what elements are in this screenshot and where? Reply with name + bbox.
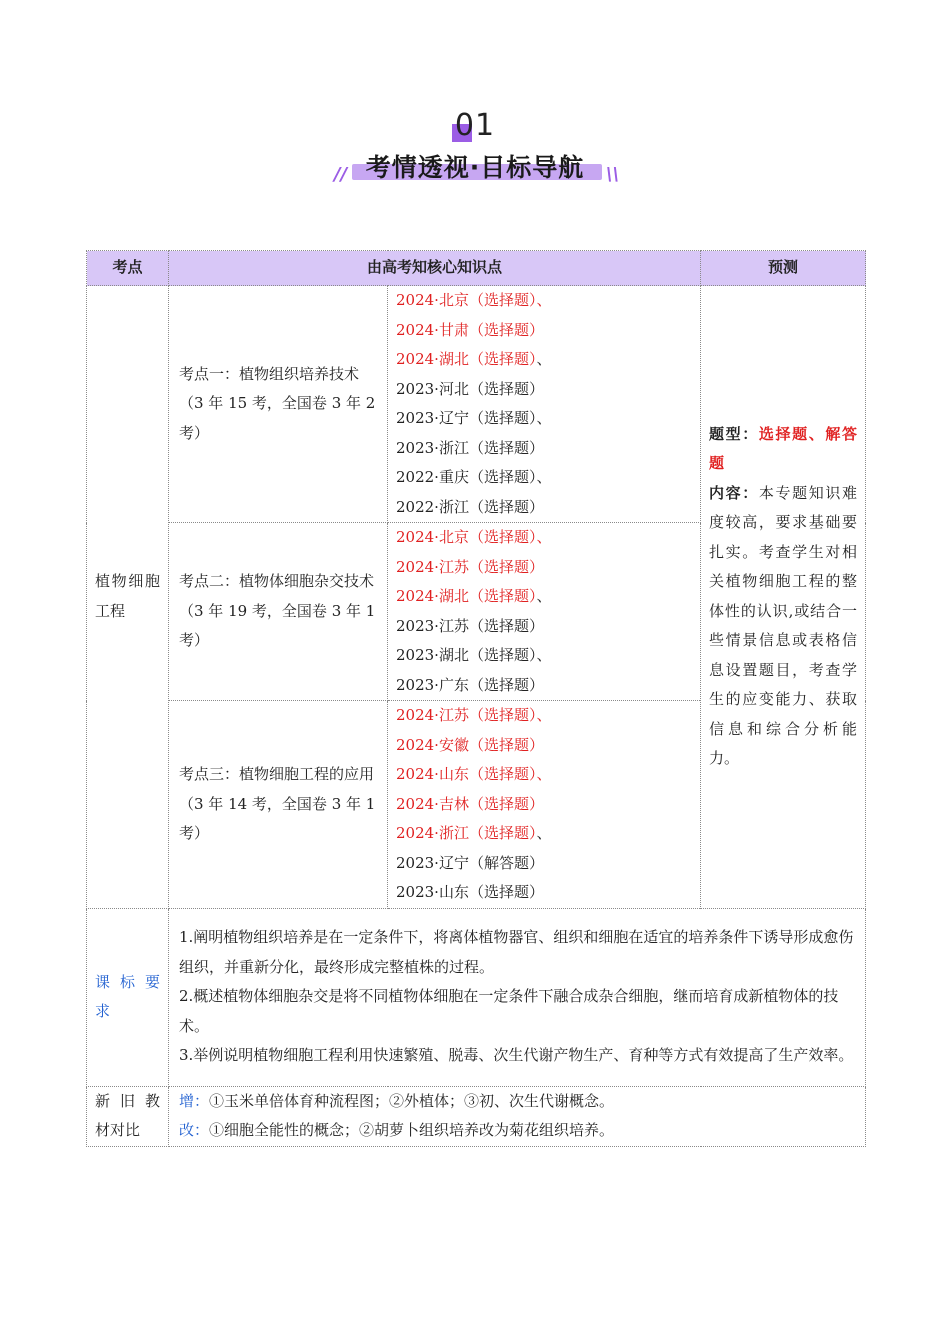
standard-item: 1.阐明植物组织培养是在一定条件下，将离体植物器官、组织和细胞在适宜的培养条件下诱导形成愈伤组织，并重新分化，最终形成完整植株的过程。: [179, 928, 854, 976]
header-kaodian: 考点: [87, 251, 169, 286]
point-cell: [169, 523, 388, 701]
source-item: 2024·湖北（选择题）: [396, 587, 537, 605]
source-separator: 、: [536, 528, 552, 546]
source-separator: 、: [536, 409, 552, 427]
standard-item: 2.概述植物体细胞杂交是将不同植物体细胞在一定条件下融合成杂合细胞，继而培育成新植物体的技术。: [179, 987, 839, 1035]
source-item: 2022·浙江（选择题）: [396, 497, 544, 516]
source-separator: 、: [536, 587, 552, 605]
source-item: 2022·重庆（选择题）: [396, 468, 537, 486]
standard-content: [169, 908, 866, 1086]
point-name: 考点二：植物体细胞杂交技术: [179, 572, 375, 591]
source-separator: 、: [536, 706, 552, 724]
source-item: 2023·湖北（选择题）: [396, 646, 537, 664]
prediction-type-value: 选择题、解答题: [709, 424, 857, 473]
point-cell: [169, 286, 388, 523]
comparison-row: [87, 1086, 866, 1146]
header-prediction: 预测: [701, 251, 866, 286]
category-cell: 植物细胞工程: [87, 286, 169, 909]
standard-item: 3.举例说明植物细胞工程利用快速繁殖、脱毒、次生代谢产物生产、育种等方式有效提高了生产效率。: [179, 1046, 854, 1065]
source-item: 2024·浙江（选择题）: [396, 824, 537, 842]
source-separator: 、: [536, 468, 552, 486]
sources-cell: [388, 701, 701, 909]
source-item: 2023·河北（选择题）: [396, 379, 544, 398]
point-cell: [169, 701, 388, 909]
source-item: 2024·江苏（选择题）: [396, 706, 537, 724]
comparison-change-label: 改：: [179, 1121, 210, 1139]
exam-analysis-table: [86, 250, 866, 1147]
table-row: [87, 286, 866, 523]
source-item: 2023·浙江（选择题）: [396, 438, 544, 457]
source-item: 2023·辽宁（选择题）: [396, 409, 537, 427]
header-knowledge: 由高考知核心知识点: [169, 251, 701, 286]
comparison-label: 新 旧 教材对比: [87, 1086, 169, 1146]
source-item: 2023·辽宁（解答题）: [396, 853, 544, 872]
source-item: 2024·安徽（选择题）: [396, 735, 544, 754]
source-item: 2024·湖北（选择题）: [396, 350, 537, 368]
source-separator: 、: [536, 824, 552, 842]
comparison-add-text: ①玉米单倍体育种流程图；②外植体；③初、次生代谢概念。: [209, 1091, 615, 1110]
point-stats: （3 年 14 考，全国卷 3 年 1 考）: [179, 794, 376, 842]
section-header: [0, 108, 950, 198]
source-item: 2023·江苏（选择题）: [396, 616, 544, 635]
source-separator: 、: [536, 765, 552, 783]
right-slash-decoration: \\: [606, 164, 620, 185]
source-item: 2024·吉林（选择题）: [396, 794, 544, 813]
source-item: 2024·北京（选择题）: [396, 528, 537, 546]
point-name: 考点三：植物细胞工程的应用: [179, 765, 375, 783]
source-item: 2023·山东（选择题）: [396, 883, 544, 901]
source-separator: 、: [536, 291, 552, 309]
source-item: 2024·北京（选择题）: [396, 291, 537, 309]
source-item: 2024·山东（选择题）: [396, 765, 537, 783]
section-number: 01: [454, 108, 496, 143]
standard-row: [87, 908, 866, 1086]
sources-cell: [388, 523, 701, 701]
source-separator: 、: [536, 646, 552, 664]
source-item: 2024·江苏（选择题）: [396, 557, 544, 576]
source-separator: 、: [536, 350, 552, 368]
prediction-type-label: 题型：: [709, 424, 759, 443]
sources-cell: [388, 286, 701, 523]
table-header-row: [87, 251, 866, 286]
comparison-change-text: ①细胞全能性的概念；②胡萝卜组织培养改为菊花组织培养。: [209, 1121, 615, 1139]
source-item: 2024·甘肃（选择题）: [396, 320, 544, 339]
point-stats: （3 年 15 考，全国卷 3 年 2 考）: [179, 394, 376, 442]
standard-label: 课 标 要求: [87, 908, 169, 1086]
comparison-add-label: 增：: [179, 1091, 210, 1110]
prediction-content-label: 内容：: [709, 483, 759, 502]
point-name: 考点一：植物组织培养技术: [179, 364, 360, 383]
left-slash-decoration: //: [334, 164, 348, 185]
comparison-content: [169, 1086, 866, 1146]
source-item: 2023·广东（选择题）: [396, 675, 544, 694]
point-stats: （3 年 19 考，全国卷 3 年 1 考）: [179, 601, 376, 650]
prediction-cell: [701, 286, 866, 909]
prediction-content-value: 本专题知识难度较高，要求基础要扎实。考查学生对相关植物细胞工程的整体性的认识,或结合一些情景信息或表格信息设置题目，考查学生的应变能力、获取信息和综合分析能力。: [709, 483, 858, 768]
section-title: 考情透视·目标导航: [365, 153, 585, 182]
